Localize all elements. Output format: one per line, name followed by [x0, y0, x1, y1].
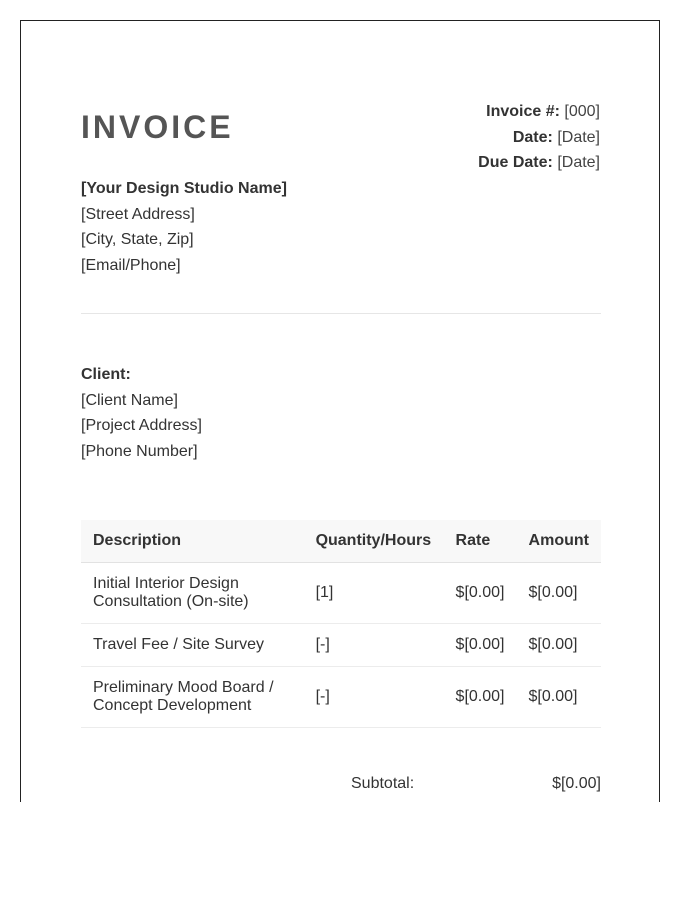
invoice-date-value: [Date]: [557, 128, 600, 146]
invoice-date-line: [478, 125, 600, 151]
invoice-date-label: Date:: [512, 128, 553, 146]
totals-section: [81, 775, 601, 797]
client-name: [Client Name]: [81, 391, 178, 409]
invoice-due-date-line: [478, 150, 600, 176]
row-rate: $[0.00]: [444, 624, 517, 667]
invoice-page: [20, 20, 660, 802]
table-row: [81, 624, 601, 667]
studio-info: [81, 176, 287, 278]
row-quantity: [1]: [304, 563, 444, 624]
studio-street: [Street Address]: [81, 205, 195, 223]
table-row: [81, 667, 601, 728]
row-quantity: [-]: [304, 624, 444, 667]
client-address: [Project Address]: [81, 417, 202, 434]
row-rate: $[0.00]: [444, 667, 517, 728]
row-description: Preliminary Mood Board / Concept Development: [81, 667, 304, 728]
invoice-number-label: Invoice #:: [486, 103, 560, 120]
header-quantity: Quantity/Hours: [304, 520, 444, 563]
row-description: Travel Fee / Site Survey: [81, 624, 304, 667]
row-amount: $[0.00]: [517, 563, 601, 624]
row-description: Initial Interior Design Consultation (On-site): [81, 563, 304, 624]
studio-contact: [Email/Phone]: [81, 256, 181, 274]
row-rate: $[0.00]: [444, 563, 517, 624]
client-label: Client:: [81, 366, 131, 383]
line-items-table: [81, 520, 601, 728]
row-amount: $[0.00]: [517, 624, 601, 667]
invoice-due-date-value: [Date]: [557, 154, 600, 171]
invoice-number-line: [478, 99, 600, 125]
section-divider: [81, 313, 601, 314]
client-phone: [Phone Number]: [81, 442, 198, 460]
studio-city: [City, State, Zip]: [81, 231, 194, 248]
invoice-meta: [478, 99, 600, 176]
header-rate: Rate: [444, 520, 517, 563]
table-row: [81, 563, 601, 624]
invoice-due-date-label: Due Date:: [478, 154, 553, 171]
studio-name: [Your Design Studio Name]: [81, 180, 287, 197]
row-amount: $[0.00]: [517, 667, 601, 728]
header-description: Description: [81, 520, 304, 563]
header-amount: Amount: [517, 520, 601, 563]
invoice-number-value: [000]: [564, 103, 600, 120]
invoice-title: INVOICE: [81, 109, 234, 145]
subtotal-value: $[0.00]: [552, 775, 601, 792]
subtotal-label: Subtotal:: [351, 775, 415, 792]
row-quantity: [-]: [304, 667, 444, 728]
client-info: [81, 362, 202, 464]
table-header-row: [81, 520, 601, 563]
